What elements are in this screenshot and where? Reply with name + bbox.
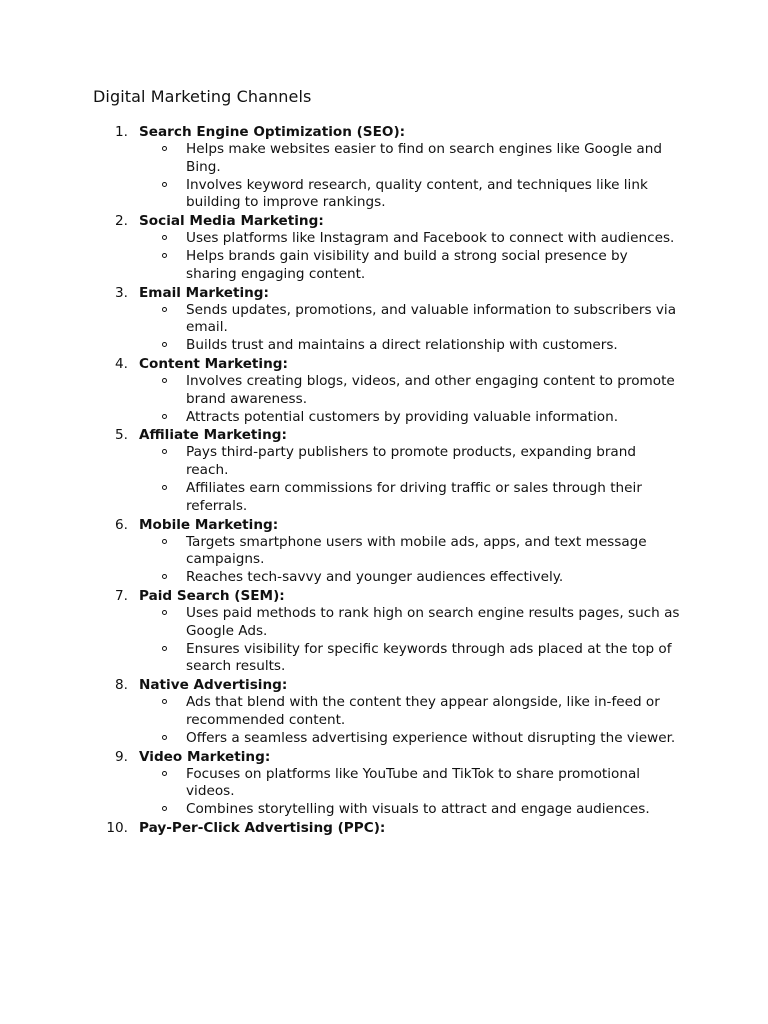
bullet-point (0, 534, 680, 570)
channel-heading (0, 123, 768, 141)
channel-number: 7. (115, 587, 128, 604)
bullet-text: Ads that blend with the content they appear alongside, like in-feed or recommended content. (186, 694, 660, 728)
channel-number: 1. (115, 124, 128, 140)
channel-points (0, 766, 768, 819)
channel-points (0, 534, 768, 587)
document-title: Digital Marketing Channels (93, 87, 312, 106)
channel-number: 2. (115, 213, 128, 230)
bullet-text: Pays third-party publishers to promote products, expanding brand reach. (186, 444, 636, 479)
channel-heading (0, 426, 768, 444)
channel-name: Email Marketing: (139, 284, 269, 301)
channel-heading (0, 676, 768, 694)
bullet-text: Affiliates earn commissions for driving traffic or sales through their referrals. (186, 479, 642, 514)
channel-points (0, 694, 768, 747)
bullet-point (0, 302, 680, 338)
bullet-point (0, 409, 680, 427)
bullet-point (0, 248, 680, 284)
channel-number: 5. (115, 427, 128, 444)
channel-heading (0, 212, 768, 230)
bullet-point (0, 177, 680, 213)
hollow-circle-bullet-icon (162, 771, 167, 776)
hollow-circle-bullet-icon (162, 253, 167, 258)
channel-item (0, 748, 768, 819)
bullet-point (0, 641, 680, 677)
bullet-point (0, 480, 680, 516)
bullet-point (0, 605, 680, 641)
bullet-text: Uses paid methods to rank high on search engine results pages, such as Google Ads. (186, 604, 680, 639)
channel-heading (0, 587, 768, 605)
hollow-circle-bullet-icon (162, 307, 167, 312)
channel-name: Video Marketing: (139, 748, 271, 765)
channel-points (0, 444, 768, 515)
channel-item (0, 212, 768, 283)
channel-name: Pay-Per-Click Advertising (PPC): (139, 819, 386, 836)
channel-heading (0, 748, 768, 766)
hollow-circle-bullet-icon (162, 574, 167, 579)
hollow-circle-bullet-icon (162, 235, 167, 240)
channel-number: 3. (115, 284, 128, 301)
bullet-point (0, 337, 680, 355)
bullet-text: Involves creating blogs, videos, and other engaging content to promote brand awareness. (186, 372, 675, 407)
channel-name: Content Marketing: (139, 355, 288, 372)
bullet-point (0, 730, 680, 748)
bullet-text: Involves keyword research, quality content, and techniques like link building to improve rankings. (186, 176, 648, 211)
channel-number: 4. (115, 355, 128, 372)
hollow-circle-bullet-icon (162, 342, 167, 347)
hollow-circle-bullet-icon (162, 449, 167, 454)
channel-points (0, 230, 768, 283)
channel-number: 6. (115, 516, 128, 533)
bullet-point (0, 569, 680, 587)
channel-points (0, 302, 768, 355)
channel-item (0, 355, 768, 426)
hollow-circle-bullet-icon (162, 378, 167, 383)
bullet-text: Combines storytelling with visuals to attract and engage audiences. (186, 801, 650, 818)
channel-number: 9. (115, 748, 128, 765)
bullet-point (0, 766, 680, 802)
channel-name: Native Advertising: (139, 677, 288, 694)
channel-item (0, 426, 768, 515)
bullet-text: Builds trust and maintains a direct relationship with customers. (186, 337, 618, 354)
hollow-circle-bullet-icon (162, 485, 167, 490)
hollow-circle-bullet-icon (162, 610, 167, 615)
bullet-point (0, 444, 680, 480)
hollow-circle-bullet-icon (162, 146, 167, 151)
channel-heading (0, 819, 768, 837)
channel-heading (0, 284, 768, 302)
channel-number: 8. (115, 677, 128, 694)
channel-points (0, 605, 768, 676)
hollow-circle-bullet-icon (162, 699, 167, 704)
bullet-point (0, 230, 680, 248)
bullet-text: Uses platforms like Instagram and Facebook to connect with audiences. (186, 230, 675, 247)
bullet-text: Attracts potential customers by providing valuable information. (186, 408, 619, 425)
bullet-text: Reaches tech-savvy and younger audiences effectively. (186, 569, 564, 586)
channel-item (0, 123, 768, 212)
bullet-text: Targets smartphone users with mobile ads, apps, and text message campaigns. (186, 533, 647, 568)
channel-name: Search Engine Optimization (SEO): (139, 124, 406, 140)
bullet-text: Ensures visibility for specific keywords through ads placed at the top of search results. (186, 640, 672, 675)
channel-item (0, 587, 768, 676)
channel-name: Mobile Marketing: (139, 516, 279, 533)
channel-points (0, 141, 768, 212)
bullet-text: Helps brands gain visibility and build a strong social presence by sharing engaging content. (186, 247, 628, 282)
bullet-point (0, 373, 680, 409)
bullet-point (0, 694, 680, 730)
hollow-circle-bullet-icon (162, 806, 167, 811)
bullet-text: Focuses on platforms like YouTube and TikTok to share promotional videos. (186, 765, 641, 800)
channel-points (0, 373, 768, 426)
hollow-circle-bullet-icon (162, 182, 167, 187)
channel-item (0, 676, 768, 747)
bullet-text: Helps make websites easier to find on search engines like Google and Bing. (186, 141, 662, 175)
channel-item (0, 819, 768, 837)
channel-heading (0, 355, 768, 373)
bullet-text: Offers a seamless advertising experience without disrupting the viewer. (186, 729, 676, 746)
channel-number: 10. (106, 819, 128, 836)
channel-name: Social Media Marketing: (139, 213, 324, 230)
channel-item (0, 284, 768, 355)
hollow-circle-bullet-icon (162, 735, 167, 740)
hollow-circle-bullet-icon (162, 539, 167, 544)
bullet-point (0, 141, 680, 177)
channel-name: Affiliate Marketing: (139, 427, 287, 444)
hollow-circle-bullet-icon (162, 414, 167, 419)
bullet-point (0, 801, 680, 819)
channel-heading (0, 516, 768, 534)
channel-name: Paid Search (SEM): (139, 587, 285, 604)
channel-item (0, 516, 768, 587)
bullet-text: Sends updates, promotions, and valuable information to subscribers via email. (186, 301, 677, 336)
channel-list (0, 123, 768, 837)
hollow-circle-bullet-icon (162, 646, 167, 651)
